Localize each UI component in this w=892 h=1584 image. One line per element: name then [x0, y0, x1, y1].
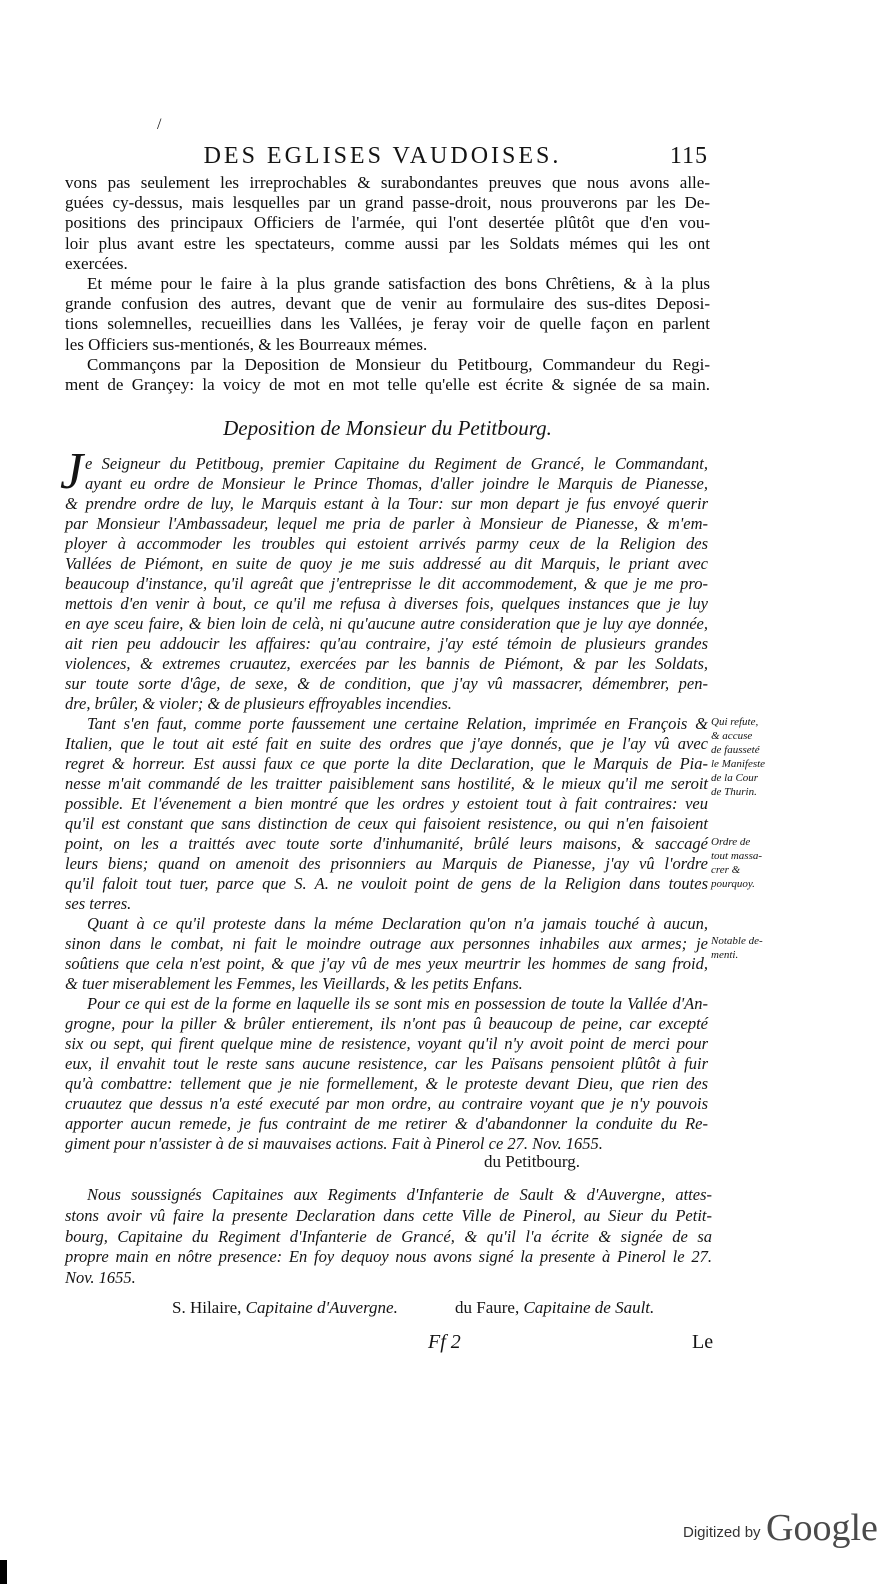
text-line: Vallées de Piémont, en suite de quoy je me suis addressé au dit Marquis, le priant avec	[65, 554, 708, 573]
margin-note-line: Notable de-	[711, 935, 763, 947]
text-line: exercées.	[65, 253, 128, 273]
text-line: tions solemnelles, recueillies dans les Vallées, je feray voir de quelle façon en parlent	[65, 314, 710, 334]
paragraph	[65, 173, 710, 274]
drop-cap: J	[60, 443, 84, 500]
text-line: point, on les a traittés avec toute sorte d'inhumanité, brûlé leurs maisons, & saccagé	[65, 834, 708, 853]
catchword: Le	[692, 1331, 714, 1353]
text-line: eux, il envahit tout le reste sans aucune resistence, car les Païsans pensoient plûtôt à fuir	[65, 1054, 708, 1073]
text-line: nesse m'ait commandé de les traitter paisiblement sans hostilité, & le mieux qu'il me seroit	[65, 774, 708, 793]
digitized-by-label: Digitized by	[683, 1524, 761, 1541]
text-line: leurs biens; quand on amenoit des prisonniers au Marquis de Pianesse, j'ay vû l'ordre	[65, 854, 708, 873]
text-line: beaucoup d'instance, qu'il agreât que j'entreprisse le dit accommodement, & que je me pro-	[65, 574, 708, 593]
witness-signature	[172, 1298, 398, 1318]
text-line: guées cy-dessus, mais lesquelles par un grand passe-droit, nous prouverons par les De-	[65, 193, 710, 213]
text-line: propre main en nôtre presence: En foy dequoy nous avons signé la presente à Pinerol le 27.	[65, 1247, 712, 1267]
witness-name: du Faure,	[455, 1298, 520, 1317]
paragraph	[65, 274, 710, 355]
text-line: & prendre ordre de luy, le Marquis estant à la Tour: sur mon depart je fus envoyé querir	[65, 494, 708, 513]
text-line: cruautez que dessus n'a esté executé par mon ordre, au contraire voyant que je n'y pouvois	[65, 1094, 708, 1113]
attestation-text	[65, 1185, 712, 1289]
margin-note	[711, 934, 791, 962]
deposition-signature: du Petitbourg.	[484, 1152, 581, 1171]
text-line: Quant à ce qu'il proteste dans la méme Declaration qu'on n'a jamais touché à aucun,	[87, 914, 708, 933]
witness-signature	[455, 1298, 654, 1318]
text-line: giment pour n'assister à de si mauvaises actions. Fait à Pinerol ce 27. Nov. 1655.	[65, 1134, 603, 1153]
text-line: Et méme pour le faire à la plus grande satisfaction des bons Chrêtiens, & à la plus	[87, 273, 710, 293]
google-logo: Google	[766, 1507, 878, 1549]
text-line: ayant eu ordre de Monsieur le Prince Thomas, d'aller joindre le Marquis de Pianesse,	[85, 474, 708, 493]
margin-note-line: le Manifeste	[711, 758, 766, 770]
margin-note-line: menti.	[711, 949, 739, 961]
text-line: qu'il faloit tout tuer, parce que S. A. ne vouloit point de gens de la Religion dans toutes	[65, 874, 708, 893]
margin-note	[711, 835, 791, 891]
paragraph	[65, 994, 708, 1154]
text-line: qu'il est constant que sans distinction de ceux qui faisoient resistence, ou qui n'en faisoient	[65, 814, 708, 833]
text-line: Italien, que le tout ait esté fait en suite des ordres que j'aye donnés, que je l'ay vû avec	[65, 734, 708, 753]
running-title: DES EGLISES VAUDOISES.	[203, 143, 562, 169]
witness-name: S. Hilaire,	[172, 1298, 242, 1317]
text-line: sinon dans le combat, ni fait le moindre outrage aux personnes inhabiles aux armes; je	[65, 934, 708, 953]
text-line: Tant s'en faut, comme porte faussement une certaine Relation, imprimée en François &	[87, 714, 708, 733]
margin-note-line: pourquoy.	[711, 878, 755, 890]
text-line: e Seigneur du Petitboug, premier Capitaine du Regiment de Grancé, le Commandant,	[85, 454, 708, 473]
margin-note-line: Qui refute,	[711, 716, 759, 728]
stray-ink-mark: /	[157, 116, 162, 133]
paragraph	[65, 1185, 712, 1289]
witness-title: Capitaine d'Auvergne.	[245, 1298, 398, 1317]
text-line: ses terres.	[65, 894, 132, 913]
text-line: vons pas seulement les irreprochables & surabondantes preuves que nous avons alle-	[65, 173, 710, 192]
text-line: stons avoir vû faire la presente Declaration dans cette Ville de Pinerol, au Sieur du Petit-	[65, 1205, 712, 1225]
text-line: ment de Grançey: la voicy de mot en mot telle qu'elle est écrite & signée de sa main.	[65, 374, 710, 394]
text-line: six ou sept, qui firent quelque mine de resistence, voyant qu'il n'y avoit point de merci pour	[65, 1034, 708, 1053]
intro-text	[65, 173, 710, 395]
paragraph	[65, 714, 708, 914]
text-line: loir plus avant estre les spectateurs, comme aussi par les Soldats mémes qui les ont	[65, 233, 710, 253]
text-line: Nov. 1655.	[65, 1268, 136, 1288]
margin-note-line: de Thurin.	[711, 786, 757, 798]
text-line: possible. Et l'évenement a bien montré que les ordres y estoient tout à fait contraires: veu	[65, 794, 708, 813]
text-line: qu'à combattre: tellement que je nie formellement, & le proteste devant Dieu, que rien des	[65, 1074, 708, 1093]
deposition-title: Deposition de Monsieur du Petitbourg.	[223, 416, 552, 440]
margin-note	[711, 715, 791, 799]
text-line: bourg, Capitaine du Regiment d'Infanterie de Grancé, & qu'il l'a écrite & signée de sa	[65, 1226, 712, 1246]
text-line: & tuer miserablement les Femmes, les Vieillards, & les petits Enfans.	[65, 974, 523, 993]
text-line: apporter aucun remede, je fus contraint de me retirer & d'abandonner la conduite du Re-	[65, 1114, 708, 1133]
text-line: mettois d'en venir à bout, ce qu'il me refusa à diverses fois, quelques instances que je luy	[65, 594, 708, 613]
margin-note-line: Ordre de	[711, 836, 751, 848]
text-line: violences, & extremes cruautez, exercées par les bannis de Piémont, & par les Soldats,	[65, 654, 708, 673]
text-line: en aye sceu faire, & bien loin de celà, ni qu'aucune autre consideration que je luy aye donnée,	[65, 614, 708, 633]
scan-edge-mark	[0, 1560, 7, 1584]
text-line: Pour ce qui est de la forme en laquelle ils se sont mis en possession de toute la Vallée d'An-	[87, 994, 708, 1013]
text-line: Commançons par la Deposition de Monsieur du Petitbourg, Commandeur du Regi-	[87, 354, 710, 374]
text-line: grande confusion des autres, devant que de venir au formulaire des sus-dites Deposi-	[65, 294, 710, 314]
text-line: grogne, pour la piller & brûler entierement, ils n'ont pas û beaucoup de peine, car excepté	[65, 1014, 708, 1033]
margin-note-line: crer &	[711, 864, 741, 876]
signature-mark: Ff 2	[428, 1331, 461, 1353]
text-line: par Monsieur l'Ambassadeur, lequel me pria de parler à Monsieur de Pianesse, & m'em-	[65, 514, 708, 533]
text-line: ait rien peu addoucir les affaires: qu'au contraire, j'ay esté témoin de plusieurs grandes	[65, 634, 708, 653]
margin-note-line: de fausseté	[711, 744, 760, 756]
text-line: sur toute sorte d'âge, de sexe, & de condition, que j'ay vû massacrer, démembrer, pen-	[65, 674, 708, 693]
paragraph	[65, 355, 710, 395]
text-line: positions des principaux Officiers de l'armée, qui l'ont desertée plûtôt que d'en vou-	[65, 213, 710, 233]
paragraph	[65, 914, 708, 994]
text-line: dre, brûler, & violer; & de plusieurs effroyables incendies.	[65, 694, 452, 713]
margin-note-line: & accuse	[711, 730, 753, 742]
witness-title: Capitaine de Sault.	[523, 1298, 655, 1317]
margin-note-line: de la Cour	[711, 772, 759, 784]
margin-note-line: tout massa-	[711, 850, 763, 862]
text-line: Nous soussignés Capitaines aux Regiments d'Infanterie de Sault & d'Auvergne, attes-	[87, 1185, 712, 1204]
text-line: soûtiens que cela n'est point, & que j'ay vû de mes yeux meurtrir les hommes de sang froid,	[65, 954, 708, 973]
text-line: regret & horreur. Est aussi faux ce que porte la dite Declaration, que le Marquis de Pia-	[65, 754, 708, 773]
text-line: les Officiers sus-mentionés, & les Bourreaux mémes.	[65, 334, 428, 354]
deposition-text	[65, 454, 708, 1154]
page-number: 115	[669, 143, 708, 169]
text-line: ployer à accommoder les troubles qui estoient arrivés parmy ceux de la Religion des	[65, 534, 708, 553]
paragraph	[65, 454, 708, 714]
